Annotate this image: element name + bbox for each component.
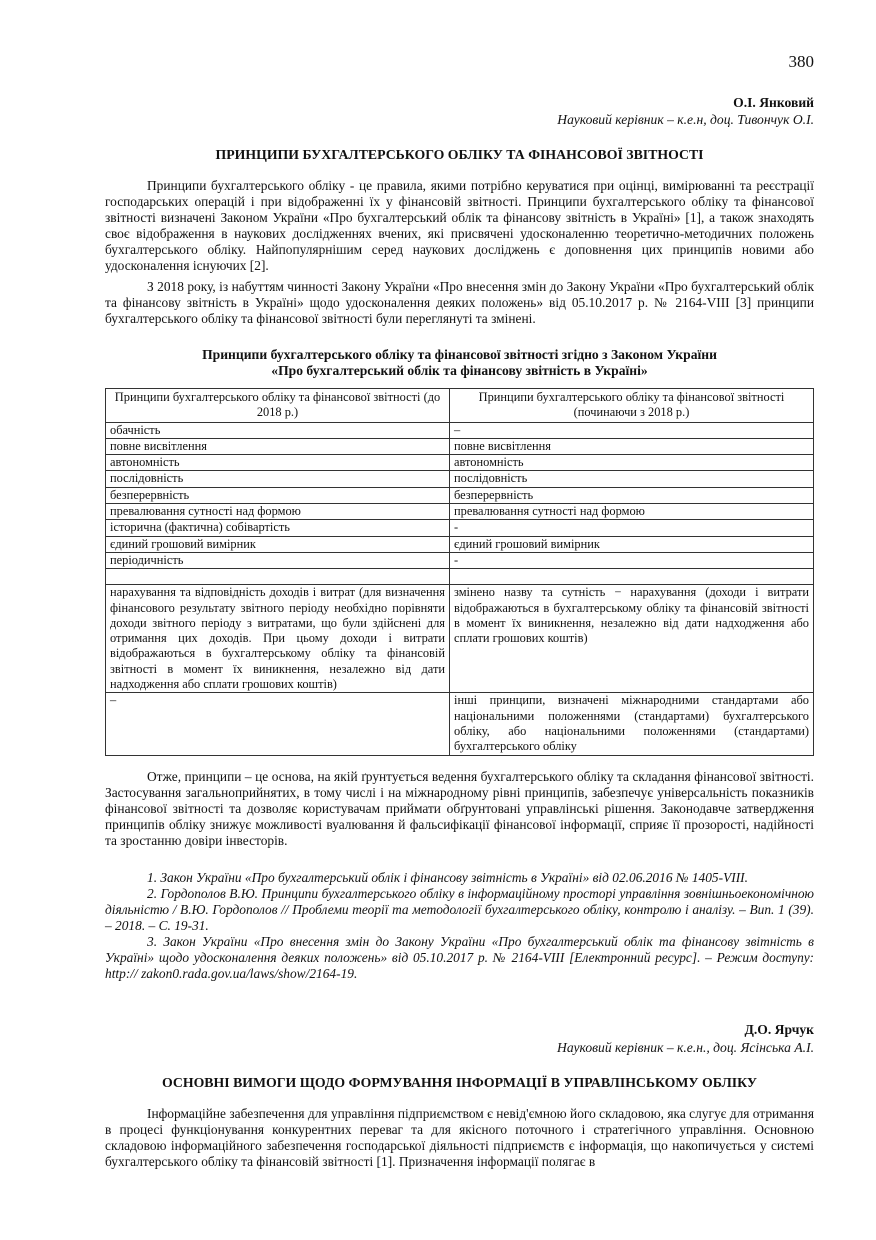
table-row (106, 536, 814, 552)
table-cell-after (450, 569, 814, 585)
table-row (106, 520, 814, 536)
principles-table (105, 388, 814, 756)
table-row-empty (106, 569, 814, 585)
article2-paragraph-1: Інформаційне забезпечення для управління підприємством є невід'ємною його складовою, яка слугує для отримання в процесі функціонування конкурентних переваг та для якісного поточного і стратегічного управління. Основною складовою інформаційного забезпечення господарської діяльності підприємств є інформація, що накопичується у системі бухгалтерського обліку та фінансовій звітності [1]. Призначення інформації полягає в (105, 1106, 814, 1169)
article2-author: Д.О. Ярчук (744, 1022, 814, 1037)
article1-title: ПРИНЦИПИ БУХГАЛТЕРСЬКОГО ОБЛІКУ ТА ФІНАНСОВОЇ ЗВІТНОСТІ (215, 147, 704, 162)
table-cell-after: послідовність (450, 471, 814, 487)
article1-paragraph-2: З 2018 року, із набуттям чинності Закону України «Про внесення змін до Закону України «Про бухгалтерський облік та фінансову звітність в Україні» щодо удосконалення деяких положень» від 05.10.2017 р. № 2164-VIII [3] принципи бухгалтерського обліку та фінансової звітності були переглянуті та змінені. (105, 279, 814, 326)
article1-supervisor: Науковий керівник – к.е.н, доц. Тивончук О.І. (557, 112, 814, 127)
table-cell-before: послідовність (106, 471, 450, 487)
table-cell-after: змінено назву та сутність − нарахування (доходи і витрати відображаються в бухгалтерському обліку та фінансовій звітності в момент їх виникнення, незалежно від дати надходження або сплати грошових коштів) (450, 585, 814, 693)
table-header-from-2018: Принципи бухгалтерського обліку та фінансової звітності (починаючи з 2018 р.) (450, 389, 814, 423)
article1-paragraph-1: Принципи бухгалтерського обліку - це правила, якими потрібно керуватися при оцінці, вимірюванні та реєстрації господарських операцій і при відображенні їх у фінансовій звітності. Принципи бухгалтерського обліку та фінансової звітності визначені Законом України «Про бухгалтерський облік та фінансову звітність в Україні» [1], а також знаходять своє відображення в наукових дослідженнях вчених, які присвячені удосконаленню теоретично-методичних положень бухгалтерського обліку. Найпопулярнішим серед наукових досліджень є доповнення цих принципів новими або удосконалення існуючих [2]. (105, 178, 814, 273)
reference-item: 3. Закон України «Про внесення змін до Закону України «Про бухгалтерський облік та фінансову звітність в Україні» щодо удосконалення деяких положень» від 05.10.2017 р. № 2164-VIII [Електронний ресурс]. – Режим доступу: http:// zakon0.rada.gov.ua/laws/show/2164-19. (105, 934, 814, 981)
table-caption-line-1: Принципи бухгалтерського обліку та фінансової звітності згідно з Законом України (202, 347, 717, 362)
article2-title: ОСНОВНІ ВИМОГИ ЩОДО ФОРМУВАННЯ ІНФОРМАЦІЇ В УПРАВЛІНСЬКОМУ ОБЛІКУ (161, 1075, 758, 1090)
table-row (106, 471, 814, 487)
article2-supervisor: Науковий керівник – к.е.н., доц. Ясінська А.І. (557, 1040, 814, 1055)
table-row (106, 693, 814, 755)
table-cell-before: єдиний грошовий вимірник (106, 536, 450, 552)
table-row (106, 585, 814, 693)
table-cell-after: превалювання сутності над формою (450, 504, 814, 520)
table-cell-before: превалювання сутності над формою (106, 504, 450, 520)
table-cell-before: історична (фактична) собівартість (106, 520, 450, 536)
table-header-row (106, 389, 814, 423)
table-cell-before: безперервність (106, 487, 450, 503)
table-cell-before: періодичність (106, 552, 450, 568)
table-cell-after: повне висвітлення (450, 438, 814, 454)
table-cell-after: безперервність (450, 487, 814, 503)
table-cell-after: - (450, 552, 814, 568)
table-row (106, 455, 814, 471)
article1-conclusion: Отже, принципи – це основа, на якій ґрунтується ведення бухгалтерського обліку та складання фінансової звітності. Застосування загальноприйнятих, в тому числі і на міжнародному рівні принципів, забезпечує універсальність показників фінансової звітності та дозволяє користувачам приймати обґрунтовані управлінські рішення. Законодавче затвердження принципів обліку знижує можливості вуалювання й фальсифікації фінансової інформації, сприяє її прозорості, надійності та зростанню довіри інвесторів. (105, 769, 814, 848)
table-cell-after: інші принципи, визначені міжнародними стандартами або національними положеннями (стандартами) бухгалтерського обліку, або національними положеннями (стандартами) бухгалтерського обліку (450, 693, 814, 755)
table-row (106, 487, 814, 503)
table-cell-before: повне висвітлення (106, 438, 450, 454)
table-cell-after: – (450, 422, 814, 438)
table-row (106, 438, 814, 454)
page-number: 380 (788, 52, 814, 71)
table-cell-before: обачність (106, 422, 450, 438)
table-cell-before (106, 569, 450, 585)
table-cell-after: автономність (450, 455, 814, 471)
table-row (106, 422, 814, 438)
table-row (106, 504, 814, 520)
table-cell-before: – (106, 693, 450, 755)
reference-item: 1. Закон України «Про бухгалтерський облік і фінансову звітність в Україні» від 02.06.2016 № 1405-VIII. (147, 870, 748, 885)
article1-author: О.І. Янковий (733, 95, 814, 110)
reference-item: 2. Гордополов В.Ю. Принципи бухгалтерського обліку в інформаційному просторі управління зовнішньоекономічною діяльністю / В.Ю. Гордополов // Проблеми теорії та методології бухгалтерського обліку, контролю і аналізу. – Вип. 1 (39). – 2018. – С. 19-31. (105, 886, 814, 933)
table-cell-before: автономність (106, 455, 450, 471)
table-row (106, 552, 814, 568)
article1-references (105, 870, 814, 982)
table-caption-line-2: «Про бухгалтерський облік та фінансову звітність в Україні» (271, 363, 648, 378)
table-header-before-2018: Принципи бухгалтерського обліку та фінансової звітності (до 2018 р.) (106, 389, 450, 423)
table-cell-after: - (450, 520, 814, 536)
table-cell-after: єдиний грошовий вимірник (450, 536, 814, 552)
table-cell-before: нарахування та відповідність доходів і витрат (для визначення фінансового результату звітного періоду необхідно порівняти доходи звітного періоду з витратами, що були здійснені для отримання цих доходів. При цьому доходи і витрати відображаються в бухгалтерському обліку та фінансовій звітності в момент їх виникнення, незалежно від дати надходження або сплати грошових коштів) (106, 585, 450, 693)
